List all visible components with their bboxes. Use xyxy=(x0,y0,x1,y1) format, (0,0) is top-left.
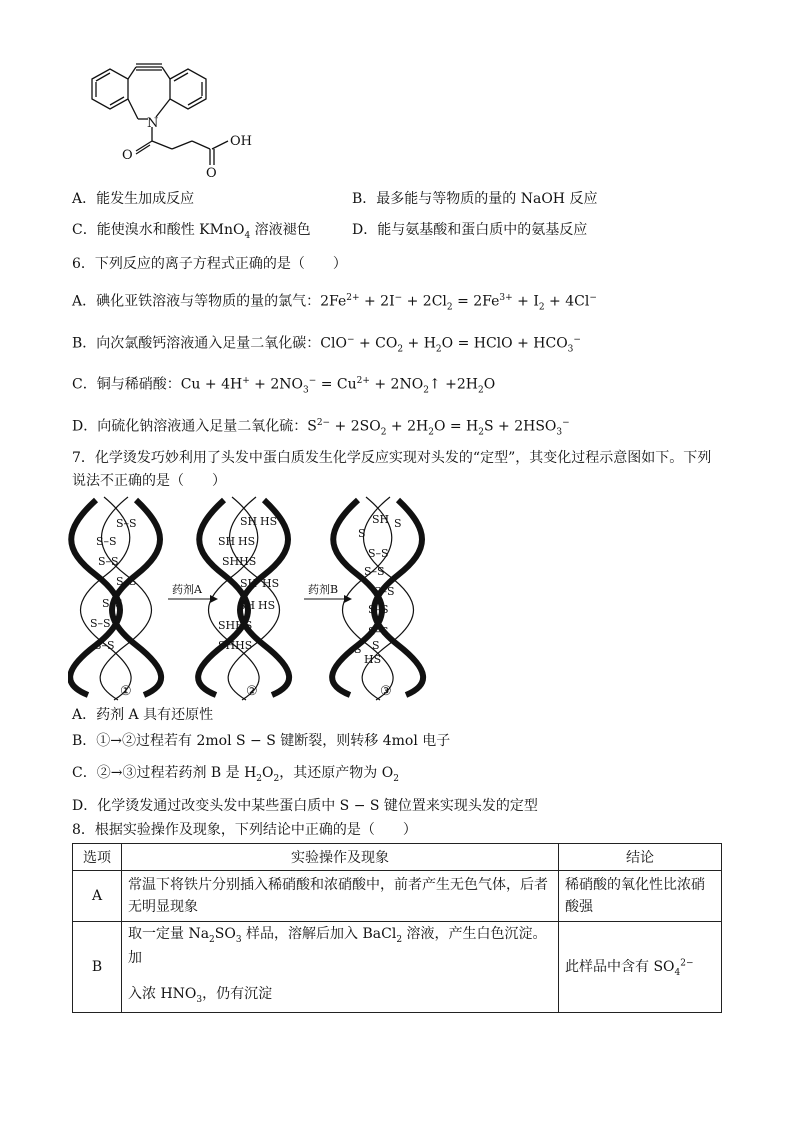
row-conclusion: 稀硝酸的氧化性比浓硝酸强 xyxy=(559,871,722,922)
q5-option-d: D．能与氨基酸和蛋白质中的氨基反应 xyxy=(352,222,588,238)
svg-text:SHHS: SHHS xyxy=(222,555,257,568)
svg-text:S–S: S–S xyxy=(94,639,115,652)
svg-text:药剂A: 药剂A xyxy=(172,583,202,596)
q7-stem-line1: 7．化学烫发巧妙利用了头发中蛋白质发生化学反应实现对头发的“定型”，其变化过程示意图如下。下列 xyxy=(72,450,712,466)
svg-text:S–S: S–S xyxy=(90,617,111,630)
col-header-operation: 实验操作及现象 xyxy=(122,844,559,871)
stage-label-2: ② xyxy=(246,684,258,699)
col-header-option: 选项 xyxy=(73,844,122,871)
hair-protein-diagram xyxy=(68,495,448,705)
row-operation: 取一定量 $Na_2SO_3$ 样品，溶解后加入 BaCl$_2$ 溶液，产生白色沉淀。加 入浓 $HNO_3$，仍有沉淀 xyxy=(122,922,559,1013)
q7-stem-line2: 说法不正确的是（ ） xyxy=(72,473,226,489)
table-header-row xyxy=(73,844,722,871)
svg-text:S: S xyxy=(394,517,402,530)
svg-text:HS: HS xyxy=(260,515,278,528)
svg-text:SHHS: SHHS xyxy=(218,639,253,652)
svg-text:HS: HS xyxy=(364,653,382,666)
row-conclusion: 此样品中含有 $SO_4^{2-}$ xyxy=(559,922,722,1013)
svg-text:HS: HS xyxy=(262,577,280,590)
svg-text:S–S: S–S xyxy=(96,535,117,548)
q6-option-a: A．碘化亚铁溶液与等物质的量的氯气：$2Fe^{2+} + 2I^- + 2Cl_2 = 2Fe^{3+} + I_2 + 4Cl^-$ xyxy=(72,293,597,313)
o-atom-label-2: O xyxy=(206,166,217,181)
svg-text:S–S: S–S xyxy=(364,565,385,578)
svg-text:SH: SH xyxy=(240,515,258,528)
svg-text:HS: HS xyxy=(258,599,276,612)
svg-text:S: S xyxy=(372,639,380,652)
table-row xyxy=(73,871,722,922)
svg-text:SH: SH xyxy=(218,535,236,548)
stage-label-1: ① xyxy=(120,684,132,699)
oh-group-label: OH xyxy=(230,134,252,149)
svg-text:S–S: S–S xyxy=(116,517,137,530)
svg-text:S–S: S–S xyxy=(116,575,137,588)
n-atom-label: N xyxy=(147,116,159,131)
svg-text:S–S: S–S xyxy=(368,625,389,638)
stage-label-3: ③ xyxy=(380,684,392,699)
table-row xyxy=(73,922,722,1013)
q7-option-c: C．②→③过程若药剂 B 是 $H_2O_2$，其还原产物为 $O_2$ xyxy=(72,765,399,784)
svg-text:S–S: S–S xyxy=(368,603,389,616)
row-option: A xyxy=(73,871,122,922)
col-header-conclusion: 结论 xyxy=(559,844,722,871)
svg-text:SH: SH xyxy=(372,513,390,526)
q6-option-b: B．向次氯酸钙溶液通入足量二氧化碳：$ClO^- + CO_2 + H_2O$ = HClO + $HCO_3^-$ xyxy=(72,335,581,355)
q5-structure-diagram xyxy=(60,55,280,185)
q6-stem: 6．下列反应的离子方程式正确的是（ ） xyxy=(72,256,347,272)
q6-option-c: C．铜与稀硝酸：$Cu + 4H^+ + 2NO_3^- = Cu^{2+}$ + $2NO_2↑ +2H_2O$ xyxy=(72,376,496,396)
experiment-table xyxy=(72,843,722,1013)
q5-option-b: B．最多能与等物质的量的 NaOH 反应 xyxy=(352,191,598,207)
row-operation: 常温下将铁片分别插入稀硝酸和浓硝酸中，前者产生无色气体，后者无明显现象 xyxy=(122,871,559,922)
svg-text:S: S xyxy=(354,643,362,656)
svg-text:HS: HS xyxy=(238,535,256,548)
svg-text:药剂B: 药剂B xyxy=(308,583,339,596)
svg-text:S: S xyxy=(358,527,366,540)
arrow-reagent-a xyxy=(168,582,218,603)
q7-option-d: D．化学烫发通过改变头发中某些蛋白质中 S − S 键位置来实现头发的定型 xyxy=(72,798,538,814)
svg-text:SHHS: SHHS xyxy=(218,619,253,632)
svg-text:SH: SH xyxy=(238,599,256,612)
svg-text:S–S: S–S xyxy=(368,547,389,560)
svg-text:S–S: S–S xyxy=(102,597,123,610)
q5-option-a: A．能发生加成反应 xyxy=(72,191,195,207)
q6-option-d: D．向硫化钠溶液通入足量二氧化硫：$S^{2-} + 2SO_2 + 2H_2O = H_2S + 2HSO_3^-$ xyxy=(72,418,570,438)
q7-option-a: A．药剂 A 具有还原性 xyxy=(72,707,214,723)
o-atom-label-1: O xyxy=(122,148,133,163)
svg-text:SH: SH xyxy=(240,577,258,590)
svg-text:S–S: S–S xyxy=(374,585,395,598)
arrow-reagent-b xyxy=(304,582,352,603)
q7-option-b: B．①→②过程若有 2mol S − S 键断裂，则转移 4mol 电子 xyxy=(72,733,451,749)
svg-text:S–S: S–S xyxy=(98,555,119,568)
q8-stem: 8．根据实验操作及现象，下列结论中正确的是（ ） xyxy=(72,822,417,838)
row-option: B xyxy=(73,922,122,1013)
q5-option-c: C．能使溴水和酸性 KMnO$_4$ 溶液褪色 xyxy=(72,222,311,241)
